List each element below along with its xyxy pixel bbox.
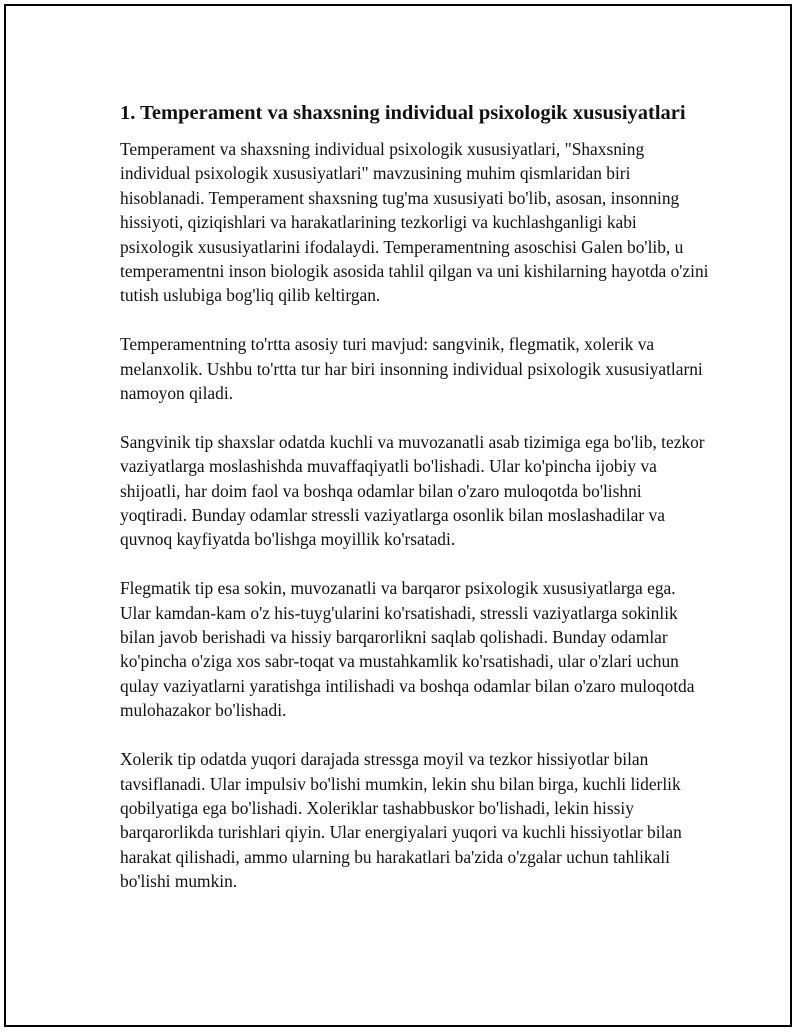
paragraph-types: Temperamentning to'rtta asosiy turi mavjud: sangvinik, flegmatik, xolerik va melanxolik. Ushbu to'rtta tur har biri insonning individual psixologik xususiyatlarni namoyon qiladi.	[120, 334, 703, 404]
paragraph-choleric: Xolerik tip odatda yuqori darajada stressga moyil va tezkor hissiyotlar bilan tavsiflanadi. Ular impulsiv bo'lishi mumkin, lekin shu bilan birga, kuchli liderlik qobilyatiga ega bo'lishadi. Xoleriklar tashabbuskor bo'lishadi, lekin hissiy barqarorlikda turishlari qiyin. Ular energiyalari yuqori va kuchli hissiyotlar bilan harakat qilishadi, ammo ularning bu harakatlari ba'zida o'zgalar uchun tahlikali bo'lishi mumkin.	[120, 749, 682, 892]
paragraph-sanguine: Sangvinik tip shaxslar odatda kuchli va muvozanatli asab tizimiga ega bo'lib, tezkor vaziyatlarga moslashishda muvaffaqiyatli bo'lishadi. Ular ko'pincha ijobiy va shijoatli, har doim faol va boshqa odamlar bilan o'zaro muloqotda bo'lishni yoqtiradi. Bunday odamlar stressli vaziyatlarga osonlik bilan moslashadilar va quvnoq kayfiyatda bo'lishga moyillik ko'rsatadi.	[120, 431, 705, 550]
document-body	[120, 100, 710, 918]
document-page	[4, 4, 792, 1027]
paragraph-intro: Temperament va shaxsning individual psixologik xususiyatlari, "Shaxsning individual psixologik xususiyatlari" mavzusining muhim qismlaridan biri hisoblanadi. Temperament shaxsning tug'ma xususiyati bo'lib, asosan, insonning hissiyoti, qiziqishlari va harakatlarining tezkorligi va kuchlashganligi kabi psixologik xususiyatlarini ifodalaydi. Temperamentning asoschisi Galen bo'lib, u temperamentni inson biologik asosida tahlil qilgan va uni kishilarning hayotda o'zini tutish uslubiga bog'liq qilib keltirgan.	[120, 139, 709, 306]
paragraph-phlegmatic: Flegmatik tip esa sokin, muvozanatli va barqaror psixologik xususiyatlarga ega. Ular kamdan-kam o'z his-tuyg'ularini ko'rsatishadi, stressli vaziyatlarga sokinlik bilan javob berishadi va hissiy barqarorlikni saqlab qolishadi. Bunday odamlar ko'pincha o'ziga xos sabr-toqat va mustahkamlik ko'rsatishadi, ular o'zlari uchun qulay vaziyatlarni yaratishga intilishadi va boshqa odamlar bilan o'zaro muloqotda mulohazakor bo'lishadi.	[120, 578, 695, 721]
section-heading: 1. Temperament va shaxsning individual psixologik xususiyatlari	[120, 102, 686, 124]
